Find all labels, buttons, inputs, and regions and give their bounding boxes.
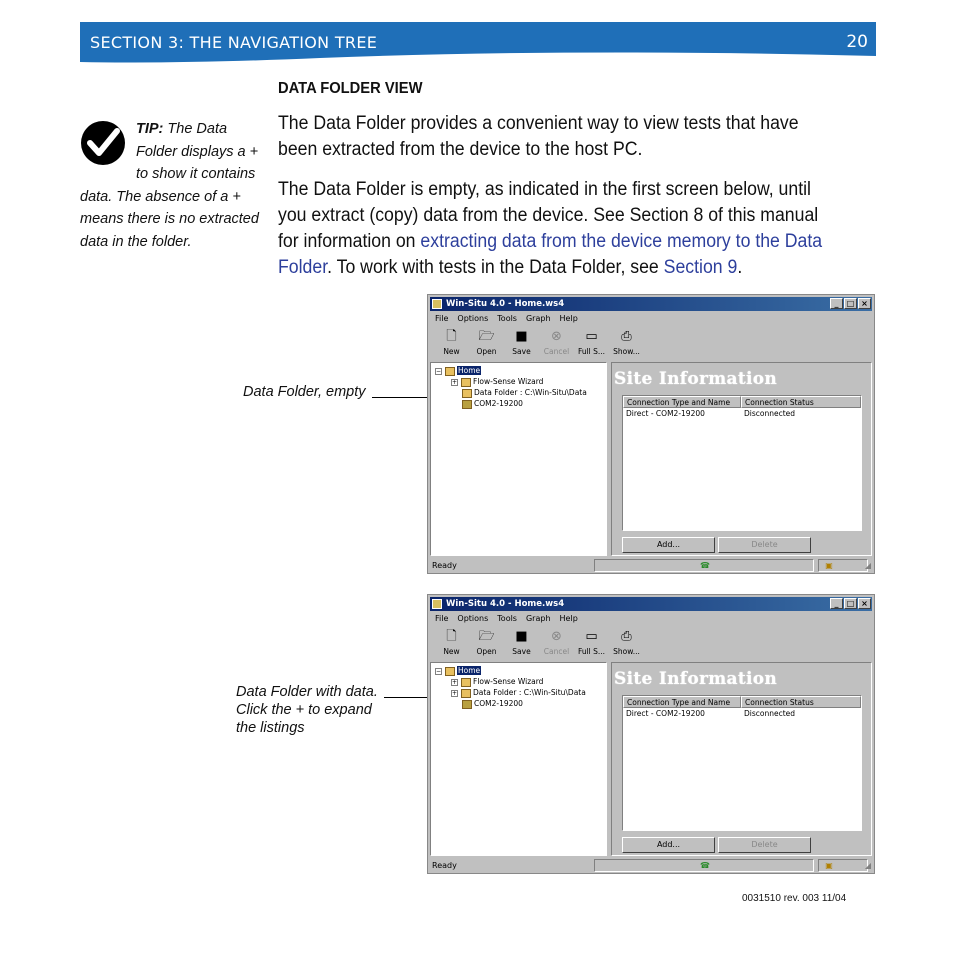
- open-button[interactable]: [469, 628, 504, 658]
- section-9-link[interactable]: Section 9: [663, 257, 738, 278]
- tip-line-2: Folder displays a +: [136, 143, 259, 160]
- show-icon: ⎙: [621, 329, 632, 344]
- tree-wizard-label: Flow-Sense Wizard: [473, 677, 544, 686]
- status-text: Ready: [432, 861, 457, 870]
- menu-options[interactable]: Options: [457, 614, 489, 623]
- callout-empty: Data Folder, empty: [243, 384, 366, 400]
- open-label: Open: [476, 647, 497, 656]
- list-item[interactable]: [623, 708, 861, 719]
- new-label: New: [443, 647, 460, 656]
- paragraph-text-b: . To work with tests in the Data Folder, see: [327, 257, 664, 278]
- resize-grip-icon[interactable]: ◢: [864, 561, 872, 570]
- tip-line-6: data in the folder.: [80, 233, 192, 250]
- save-icon: ■: [515, 329, 528, 344]
- window-title: Win-Situ 4.0 - Home.ws4: [446, 599, 565, 609]
- tip-label: TIP:: [136, 121, 164, 137]
- app-icon: [432, 599, 442, 609]
- status-text: Ready: [432, 561, 457, 570]
- tip-line-5: means there is no extracted: [80, 211, 259, 227]
- window-titlebar: [430, 297, 872, 311]
- navigation-tree: [430, 362, 607, 556]
- toolbar: [434, 328, 644, 358]
- paragraph-text-a: The Data Folder is empty, as indicated in the first screen below, until you extract (copy) data from the device. See Section 8 of this manual for information on: [278, 179, 819, 252]
- column-connection-status[interactable]: Connection Status: [741, 696, 861, 708]
- expand-icon[interactable]: +: [452, 678, 458, 686]
- cancel-button[interactable]: [539, 628, 574, 658]
- row-connection-status: Disconnected: [744, 709, 796, 718]
- menu-tools[interactable]: Tools: [497, 614, 517, 623]
- cancel-icon: ⊗: [551, 629, 562, 644]
- full-screen-label: Full S...: [577, 647, 606, 656]
- show-icon: ⎙: [621, 629, 632, 644]
- app-icon: [432, 299, 442, 309]
- tree-item-com-port[interactable]: [462, 699, 523, 709]
- menu-file[interactable]: File: [435, 614, 449, 623]
- tree-data-folder-label: Data Folder : C:\Win-Situ\Data: [473, 688, 586, 697]
- intro-paragraph: The Data Folder provides a convenient way to view tests that have been extracted from the device to the host PC.: [278, 113, 799, 160]
- menu-help[interactable]: Help: [559, 614, 578, 623]
- tree-home-label: Home: [458, 666, 481, 675]
- tree-wizard-label: Flow-Sense Wizard: [473, 377, 544, 386]
- tree-item-flow-sense-wizard[interactable]: [451, 677, 543, 687]
- row-connection-status: Disconnected: [744, 409, 796, 418]
- connection-list: [622, 395, 862, 531]
- tree-item-flow-sense-wizard[interactable]: [451, 377, 543, 387]
- toolbar: [434, 628, 644, 658]
- save-label: Save: [512, 647, 531, 656]
- tree-com-port-label: COM2-19200: [474, 399, 523, 408]
- com-port-icon: [462, 700, 472, 709]
- save-button[interactable]: [504, 328, 539, 358]
- minimize-icon[interactable]: _: [830, 598, 843, 609]
- callout-line-2: Click the + to expand: [236, 702, 372, 718]
- document-footer: 0031510 rev. 003 11/04: [742, 893, 847, 904]
- status-bar: [430, 859, 872, 872]
- tree-com-port-label: COM2-19200: [474, 699, 523, 708]
- tree-home-label: Home: [458, 366, 481, 375]
- row-connection-name: Direct - COM2-19200: [626, 409, 705, 418]
- save-button[interactable]: [504, 628, 539, 658]
- open-icon: 🗁: [478, 629, 495, 644]
- new-button[interactable]: [434, 328, 469, 358]
- full-screen-button[interactable]: [574, 328, 609, 358]
- win-situ-window-with-data: [427, 594, 875, 874]
- menu-file[interactable]: File: [435, 314, 449, 323]
- delete-button[interactable]: Delete: [718, 837, 811, 853]
- full-screen-label: Full S...: [577, 347, 606, 356]
- delete-button[interactable]: Delete: [718, 537, 811, 553]
- menu-help[interactable]: Help: [559, 314, 578, 323]
- cancel-icon: ⊗: [551, 329, 562, 344]
- open-icon: 🗁: [478, 329, 495, 344]
- list-item[interactable]: [623, 408, 861, 419]
- save-label: Save: [512, 347, 531, 356]
- show-button[interactable]: [609, 328, 644, 358]
- com-port-icon: [462, 400, 472, 409]
- add-button[interactable]: Add...: [622, 537, 715, 553]
- tip-line-1: [80, 118, 270, 141]
- new-icon: 🗋: [446, 329, 457, 344]
- callout-line-1: Data Folder with data.: [236, 684, 378, 700]
- callout-with-data: [236, 683, 378, 737]
- data-folder-icon: [461, 689, 471, 698]
- collapse-icon[interactable]: −: [436, 367, 442, 375]
- tree-item-home[interactable]: [435, 666, 481, 676]
- menu-bar: [432, 313, 578, 325]
- tree-item-data-folder[interactable]: [462, 388, 587, 398]
- wizard-icon: [461, 378, 471, 387]
- new-icon: 🗋: [446, 629, 457, 644]
- new-button[interactable]: [434, 628, 469, 658]
- site-information-pane: [611, 362, 872, 556]
- section-banner: [80, 22, 876, 64]
- data-folder-icon: [462, 389, 472, 398]
- wizard-icon: [461, 678, 471, 687]
- win-situ-window-empty: [427, 294, 875, 574]
- menu-graph[interactable]: Graph: [525, 614, 551, 623]
- tree-item-com-port[interactable]: [462, 399, 523, 409]
- home-icon: [445, 367, 455, 376]
- maximize-icon[interactable]: □: [844, 598, 857, 609]
- list-header: [623, 696, 861, 708]
- row-connection-name: Direct - COM2-19200: [626, 709, 705, 718]
- tip-text-1: The Data: [163, 121, 228, 137]
- empty-folder-paragraph: [278, 177, 836, 281]
- page-number: 20: [846, 32, 868, 52]
- column-connection-type[interactable]: Connection Type and Name: [623, 696, 741, 708]
- connection-icon: ☎: [700, 561, 710, 570]
- close-icon[interactable]: ×: [858, 598, 871, 609]
- tree-data-folder-label: Data Folder : C:\Win-Situ\Data: [474, 388, 587, 397]
- network-icon: ▣: [825, 561, 833, 570]
- home-icon: [445, 667, 455, 676]
- menu-graph[interactable]: Graph: [525, 314, 551, 323]
- menu-options[interactable]: Options: [457, 314, 489, 323]
- expand-icon[interactable]: +: [452, 689, 458, 697]
- show-label: Show...: [613, 347, 640, 356]
- callout-line-3: the listings: [236, 720, 305, 736]
- open-label: Open: [476, 347, 497, 356]
- navigation-tree: [430, 662, 607, 856]
- window-titlebar: [430, 597, 872, 611]
- resize-grip-icon[interactable]: ◢: [864, 861, 872, 870]
- tip-note: [80, 118, 270, 253]
- cancel-button[interactable]: [539, 328, 574, 358]
- column-connection-status[interactable]: Connection Status: [741, 396, 861, 408]
- minimize-icon[interactable]: _: [830, 298, 843, 309]
- menu-tools[interactable]: Tools: [497, 314, 517, 323]
- paragraph-text-c: .: [737, 257, 743, 278]
- connection-list: [622, 695, 862, 831]
- extracting-data-link[interactable]: extracting data from the device memory to the Data Folder: [278, 231, 823, 278]
- full-screen-button[interactable]: [574, 628, 609, 658]
- collapse-icon[interactable]: −: [436, 667, 442, 675]
- cancel-label: Cancel: [543, 347, 570, 356]
- full-screen-icon: ▭: [585, 629, 598, 644]
- tree-item-home[interactable]: [435, 366, 481, 376]
- window-title: Win-Situ 4.0 - Home.ws4: [446, 299, 565, 309]
- section-title: SECTION 3: THE NAVIGATION TREE: [90, 33, 378, 52]
- column-connection-type[interactable]: Connection Type and Name: [623, 396, 741, 408]
- expand-icon[interactable]: +: [452, 378, 458, 386]
- site-information-pane: [611, 662, 872, 856]
- show-label: Show...: [613, 647, 640, 656]
- close-icon[interactable]: ×: [858, 298, 871, 309]
- network-icon: ▣: [825, 861, 833, 870]
- section-heading: DATA FOLDER VIEW: [278, 80, 423, 97]
- new-label: New: [443, 347, 460, 356]
- site-information-title: Site Information: [614, 669, 778, 689]
- list-header: [623, 396, 861, 408]
- menu-bar: [432, 613, 578, 625]
- tree-item-data-folder[interactable]: [451, 688, 586, 698]
- full-screen-icon: ▭: [585, 329, 598, 344]
- open-button[interactable]: [469, 328, 504, 358]
- save-icon: ■: [515, 629, 528, 644]
- show-button[interactable]: [609, 628, 644, 658]
- cancel-label: Cancel: [543, 647, 570, 656]
- status-bar: [430, 559, 872, 572]
- tip-line-4: data. The absence of a +: [80, 188, 241, 205]
- maximize-icon[interactable]: □: [844, 298, 857, 309]
- add-button[interactable]: Add...: [622, 837, 715, 853]
- connection-icon: ☎: [700, 861, 710, 870]
- tip-line-3: to show it contains: [136, 166, 256, 182]
- site-information-title: Site Information: [614, 369, 778, 389]
